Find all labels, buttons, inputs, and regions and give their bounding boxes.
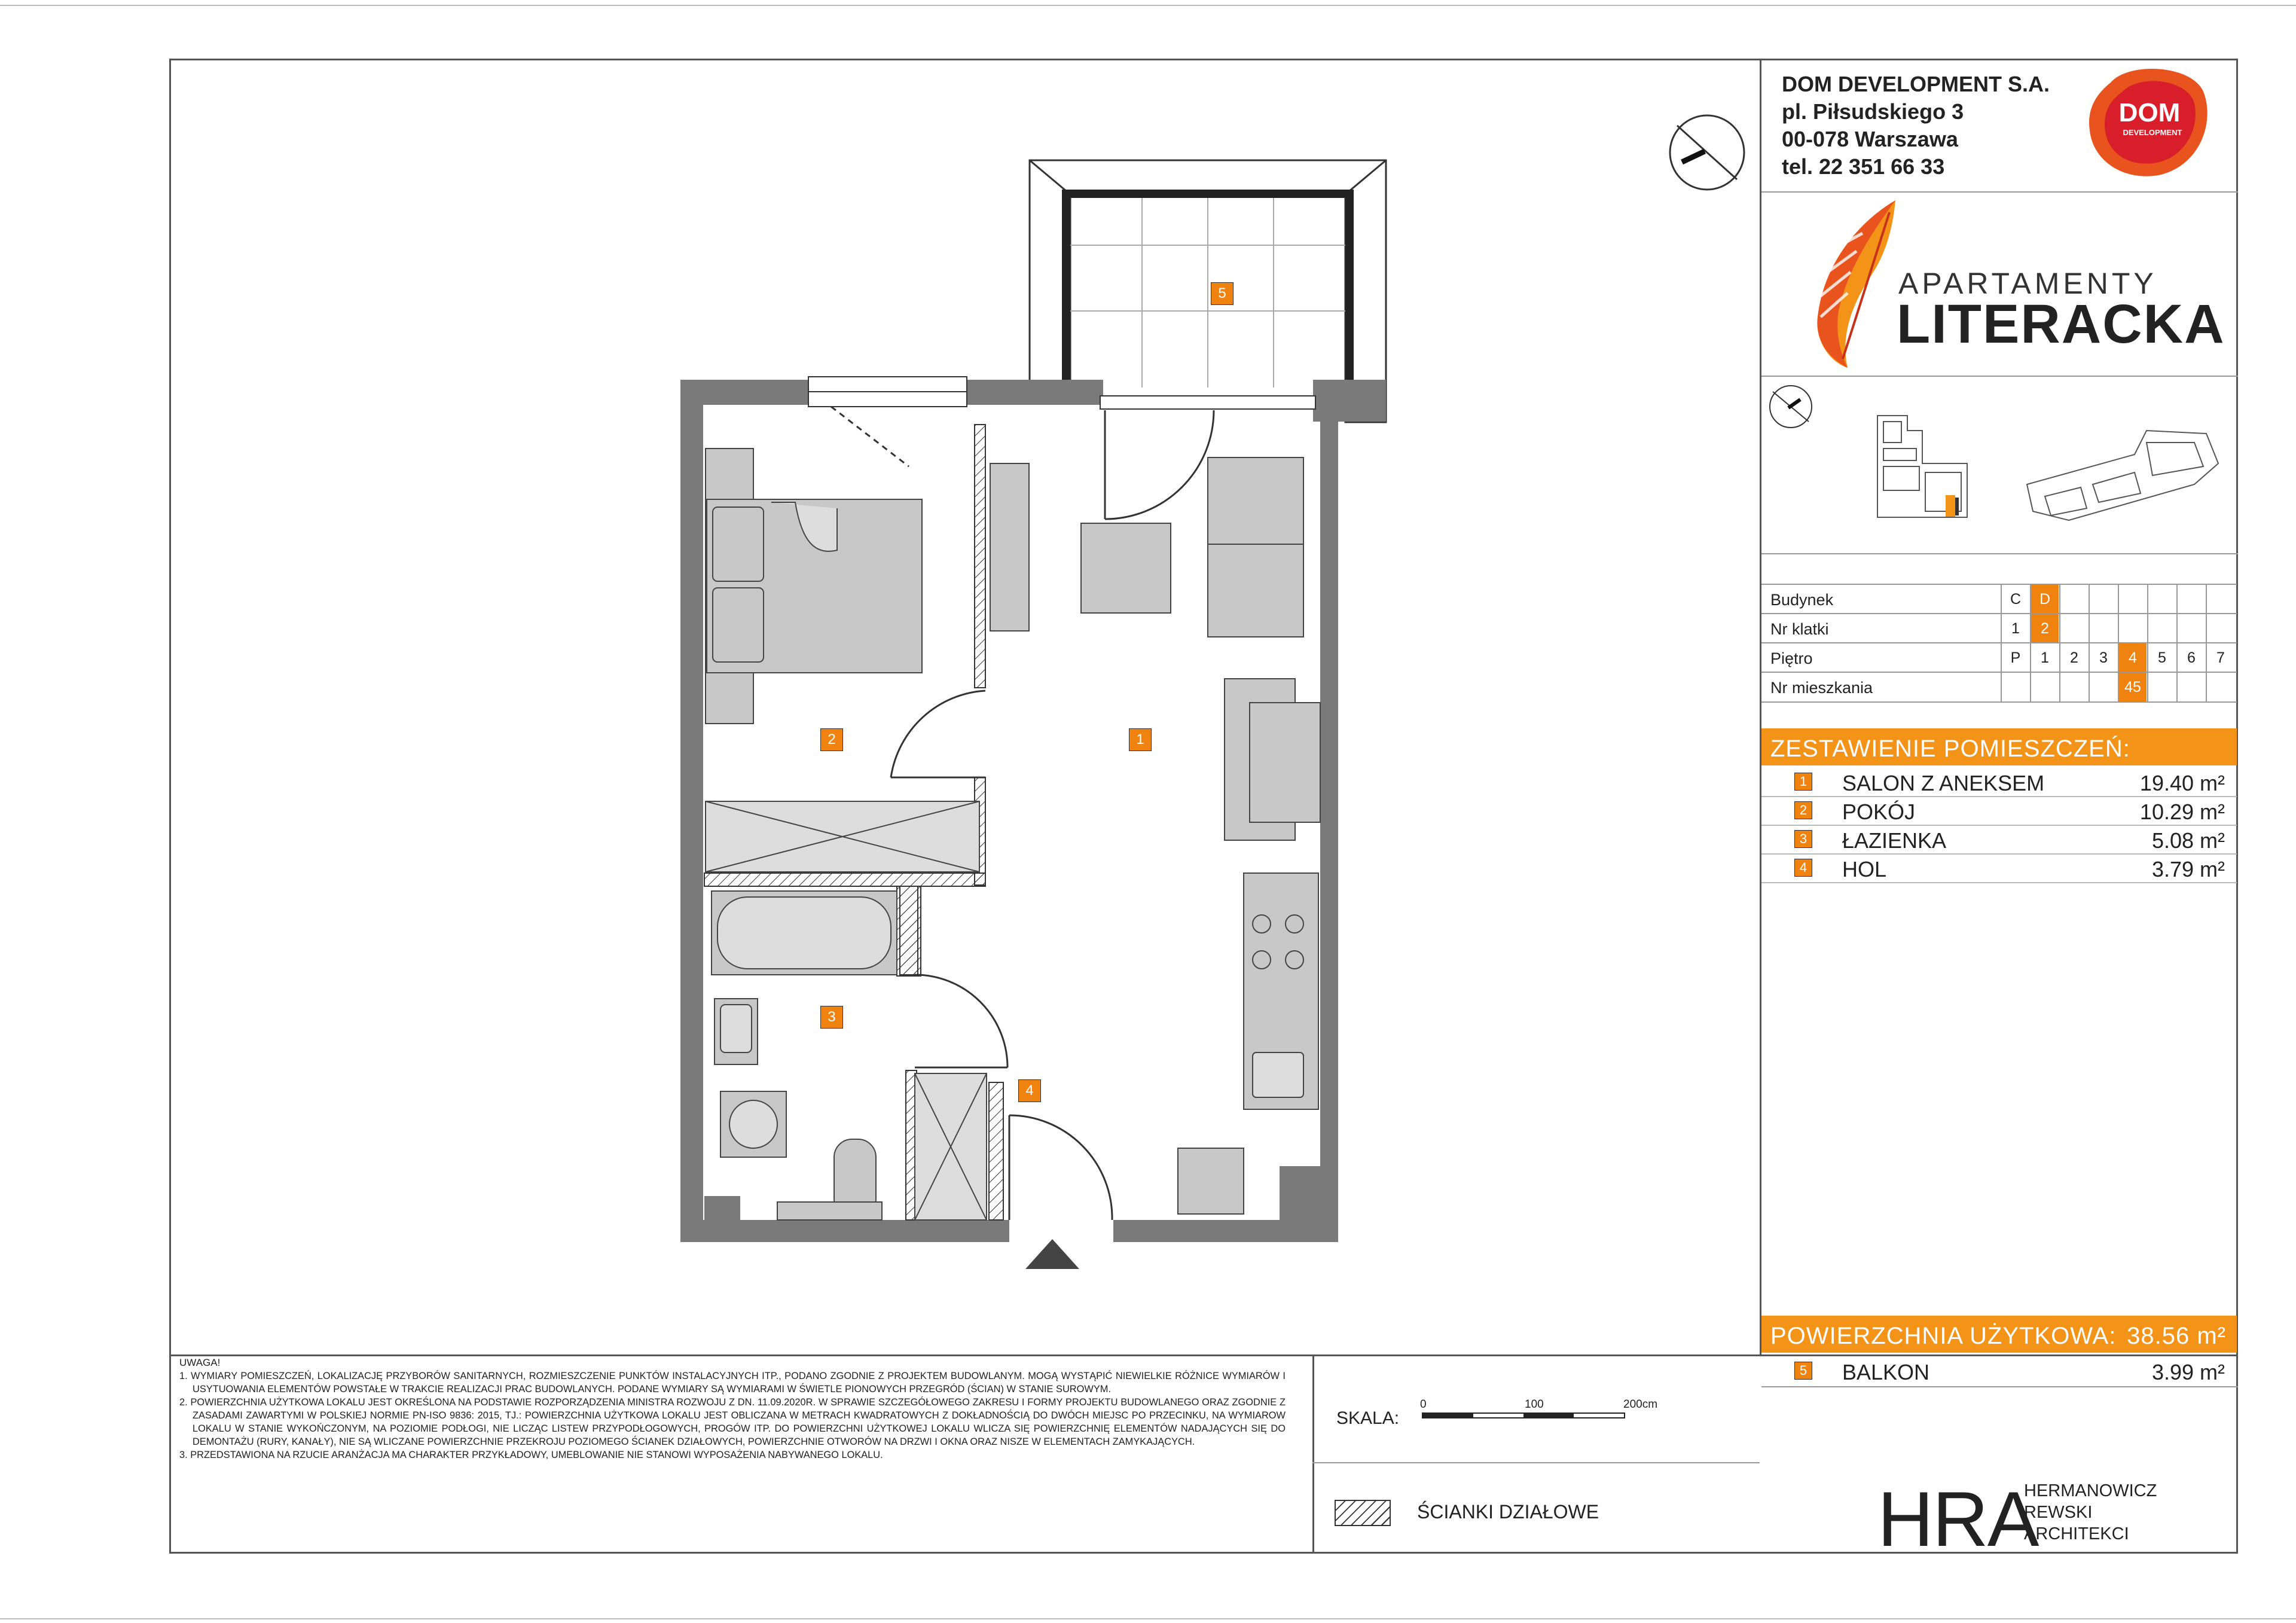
info-cell: D bbox=[2030, 585, 2059, 614]
balcony-name: BALKON bbox=[1842, 1360, 1930, 1384]
plan-label-1: 1 bbox=[1129, 728, 1152, 751]
kitchen bbox=[1178, 873, 1318, 1214]
info-cell: P bbox=[2001, 643, 2029, 672]
company-street: pl. Piłsudskiego 3 bbox=[1782, 99, 1964, 124]
notes-title: UWAGA! bbox=[179, 1357, 221, 1368]
company-city: 00-078 Warszawa bbox=[1782, 127, 1958, 151]
balcony-number: 5 bbox=[1794, 1362, 1812, 1380]
room-number: 3 bbox=[1794, 830, 1812, 848]
logo-sub: DEVELOPMENT bbox=[2123, 128, 2182, 137]
plan-label-3: 3 bbox=[820, 1006, 843, 1029]
info-cell: 5 bbox=[2147, 643, 2176, 672]
info-row-label: Piętro bbox=[1770, 649, 1813, 667]
info-cell: 3 bbox=[2089, 643, 2117, 672]
info-row-label: Nr klatki bbox=[1770, 620, 1829, 638]
notes bbox=[179, 1356, 1286, 1462]
room-number: 2 bbox=[1794, 801, 1812, 819]
company-phone: tel. 22 351 66 33 bbox=[1782, 154, 1945, 179]
note-2: 2. POWIERZCHNIA UŻYTKOWA LOKALU JEST OKREŚLONA NA PODSTAWIE ROZPORZĄDZENIA MINISTRA ROZWOJU Z DN. 11.09.2020R. W SPRAWIE SZCZEGÓŁOWEGO ZAKRESU I FORMY PROJEKTU BUDOWLANEGO ORAZ ZGODNIE Z ZASADAMI ZAWARTYMI W POLSKIEJ NORMIE PN-ISO 9836: 2015, TJ.: POWIERZCHNIA UŻYTKOWA LOKALU JEST OBLICZANA W METRACH KWADRATOWYCH Z DOKŁADNOŚCIĄ DO DWÓCH MIEJSC PO PRZECINKU, NA WYMIAROW LOKALU W STANIE WYKOŃCZONYM, NA POZIOMIE PODŁOGI, NIE LICZĄC LISTEW PRZYPODŁOGOWYCH, PROGÓW ITP. DO POWIERZCHNI UŻYTKOWEJ LOKALU WLICZA SIĘ POWIERZCHNIĘ ELEMENTÓW NADAJĄCYCH SIĘ DO DEMONTAŻU (RURY, KANAŁY), NIE SĄ WLICZANE POWIERZCHNIE PRZEKROJU POZIOMEGO ŚCIANEK DZIAŁOWYCH, POWIERZCHNIE OTWORÓW NA DRZWI I OKNA ORAZ NISZE W ELEMENTACH ZAMYKAJĄCYCH. bbox=[179, 1397, 1286, 1447]
room-name: ŁAZIENKA bbox=[1842, 828, 1947, 853]
info-cell: 1 bbox=[2030, 643, 2059, 672]
architect-line3: ARCHITEKCI bbox=[2024, 1524, 2129, 1543]
room-area: 5.08 m² bbox=[2151, 828, 2225, 853]
room-area: 19.40 m² bbox=[2139, 771, 2225, 795]
scale-tick-100: 100 bbox=[1525, 1398, 1544, 1411]
bathroom-fixtures bbox=[712, 891, 987, 1220]
architect-logo: HRA bbox=[1877, 1475, 2038, 1563]
project-name-top: APARTAMENTY bbox=[1898, 267, 2157, 300]
living-furniture bbox=[990, 457, 1320, 840]
room-name: SALON Z ANEKSEM bbox=[1842, 771, 2045, 795]
plan-label-4: 4 bbox=[1018, 1079, 1041, 1102]
scale-tick-200: 200cm bbox=[1623, 1398, 1658, 1411]
info-cell: 6 bbox=[2176, 643, 2205, 672]
info-cell: 4 bbox=[2118, 643, 2147, 672]
info-row-label: Nr mieszkania bbox=[1770, 679, 1873, 697]
info-cell: 7 bbox=[2206, 643, 2234, 672]
info-cell: 2 bbox=[2059, 643, 2088, 672]
info-cell: 45 bbox=[2118, 673, 2147, 701]
architect-name bbox=[2024, 1480, 2157, 1545]
note-3: 3. PRZEDSTAWIONA NA RZUCIE ARANŻACJA MA CHARAKTER PRZYKŁADOWY, UMEBLOWANIE NIE STANOWI WYPOSAŻENIA NABYWANEGO LOKALU. bbox=[179, 1450, 883, 1460]
bedroom-furniture bbox=[706, 449, 979, 872]
legend-label: ŚCIANKI DZIAŁOWE bbox=[1417, 1501, 1599, 1523]
scale-label: SKALA: bbox=[1336, 1408, 1400, 1428]
info-cell: C bbox=[2001, 585, 2029, 614]
room-name: POKÓJ bbox=[1842, 800, 1916, 824]
summary-header-text: ZESTAWIENIE POMIESZCZEŃ: bbox=[1770, 736, 2130, 762]
legend-hatch-swatch bbox=[1335, 1500, 1391, 1526]
logo-word: DOM bbox=[2118, 98, 2181, 127]
balcony-area: 3.99 m² bbox=[2151, 1360, 2225, 1384]
room-area: 10.29 m² bbox=[2139, 800, 2225, 824]
company-name: DOM DEVELOPMENT S.A. bbox=[1782, 72, 2050, 96]
room-number: 1 bbox=[1794, 773, 1812, 791]
project-name-main: LITERACKA bbox=[1897, 294, 2225, 355]
plan-label-2: 2 bbox=[820, 728, 843, 751]
room-name: HOL bbox=[1842, 857, 1887, 881]
total-area-value: 38.56 m² bbox=[2127, 1323, 2226, 1349]
scale-bar bbox=[1422, 1413, 1625, 1418]
info-row-label: Budynek bbox=[1770, 591, 1834, 609]
architect-line1: HERMANOWICZ bbox=[2024, 1481, 2157, 1500]
scale-tick-0: 0 bbox=[1420, 1398, 1427, 1411]
room-number: 4 bbox=[1794, 859, 1812, 877]
note-1: 1. WYMIARY POMIESZCZEŃ, LOKALIZACJĘ PRZYBORÓW SANITARNYCH, ROZMIESZCZENIE PUNKTÓW INSTALACYJNYCH ITP., PODANO ZGODNIE Z PROJEKTEM BUDOWLANYM. MOGĄ WYSTĄPIĆ NIEWIELKIE RÓŻNICE WYMIARÓW I USYTUOWANIA ELEMENTÓW POWSTAŁE W TRAKCIE REALIZACJI PRAC BUDOWLANYCH. PODANE WYMIARY SĄ WYMIARAMI W ŚWIETLE PIONOWYCH PRZEGRÓD (ŚCIAN) W STANIE SUROWYM. bbox=[179, 1371, 1286, 1395]
entrance-marker bbox=[1025, 1239, 1079, 1269]
info-cell: 2 bbox=[2030, 614, 2059, 643]
info-cell: 1 bbox=[2001, 614, 2029, 643]
total-area-label: POWIERZCHNIA UŻYTKOWA: bbox=[1770, 1323, 2117, 1349]
plan-label-5: 5 bbox=[1211, 282, 1234, 305]
room-area: 3.79 m² bbox=[2151, 857, 2225, 881]
architect-line2: REWSKI bbox=[2024, 1503, 2093, 1522]
